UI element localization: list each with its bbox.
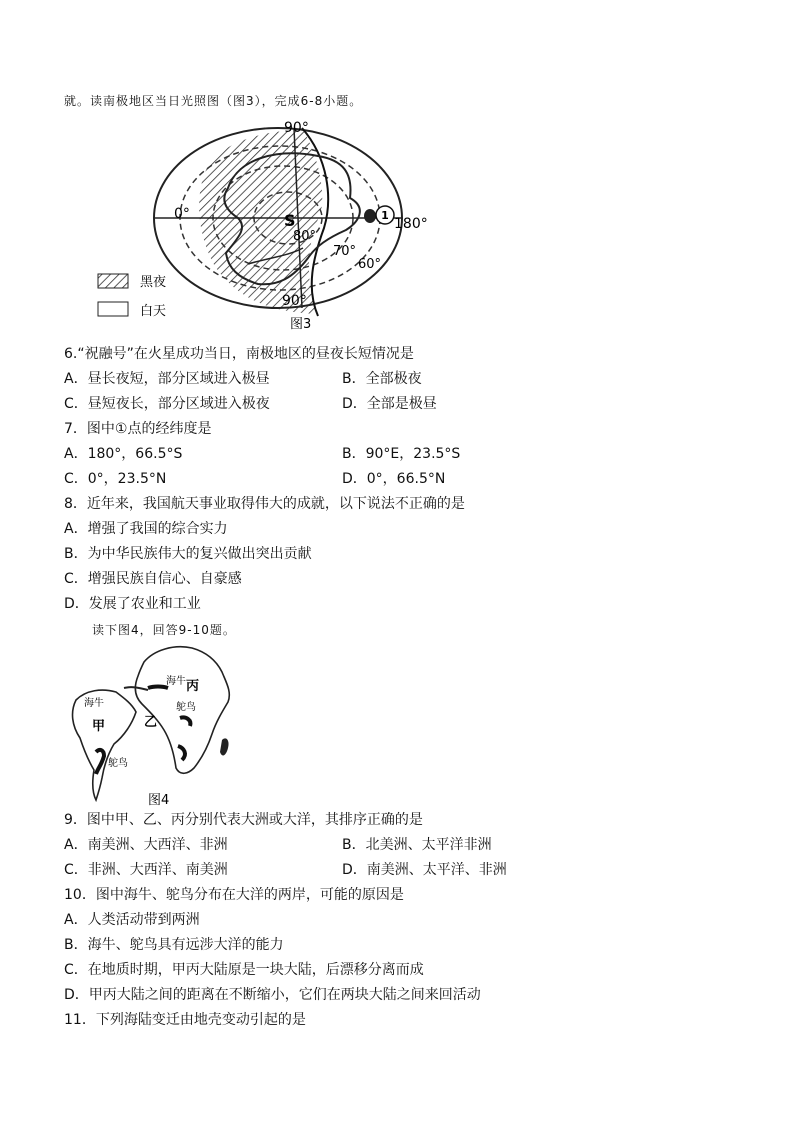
label-90-top: 90° [284, 120, 309, 136]
intro-fig3: 就。读南极地区当日光照图（图3），完成6-8小题。 [64, 94, 363, 108]
q8-option-c: C．增强民族自信心、自豪感 [64, 571, 242, 587]
q11-stem: 11．下列海陆变迁由地壳变动引起的是 [64, 1012, 306, 1028]
q7-option-b: B．90°E，23.5°S [342, 446, 461, 462]
q9-option-a: A．南美洲、大西洋、非洲 [64, 837, 228, 853]
fig4-manatee-left: 海牛 [84, 698, 104, 709]
q6-option-d: D．全部是极昼 [342, 396, 437, 412]
q7-option-d: D．0°，66.5°N [342, 471, 446, 487]
q6-options-row2 [64, 395, 437, 413]
legend-night-label: 黑夜 [140, 275, 167, 290]
intro-fig4: 读下图4，回答9-10题。 [92, 623, 236, 637]
q7-option-a: A．180°，66.5°S [64, 446, 183, 462]
fig4-label-jia: 甲 [92, 719, 106, 734]
q9-option-c: C．非洲、大西洋、南美洲 [64, 862, 228, 878]
legend-day-swatch [98, 302, 128, 316]
label-80: 80° [293, 229, 317, 244]
legend-night-swatch [98, 274, 128, 288]
q6-option-a: A．昼长夜短，部分区域进入极昼 [64, 371, 270, 387]
q8-option-a: A．增强了我国的综合实力 [64, 521, 228, 537]
label-60: 60° [358, 257, 382, 272]
q8-option-d: D．发展了农业和工业 [64, 596, 201, 612]
q9-stem: 9．图中甲、乙、丙分别代表大洲或大洋，其排序正确的是 [64, 812, 423, 828]
q9-options-row2 [64, 861, 507, 879]
q8-stem: 8．近年来，我国航天事业取得伟大的成就，以下说法不正确的是 [64, 496, 465, 512]
q6-stem: 6.“祝融号”在火星成功当日，南极地区的昼夜长短情况是 [64, 346, 414, 362]
fig4-label-yi: 乙 [144, 715, 158, 730]
label-s: S [284, 211, 296, 230]
south-america-shape [73, 690, 136, 800]
q6-option-b: B．全部极夜 [342, 371, 422, 387]
figure-3 [88, 118, 448, 334]
point-1-label: 1 [381, 209, 389, 222]
q10-option-a: A．人类活动带到两洲 [64, 912, 200, 928]
q10-option-d: D．甲丙大陆之间的距离在不断缩小，它们在两块大陆之间来回活动 [64, 987, 481, 1003]
q7-options-row1 [64, 445, 461, 463]
q7-option-c: C．0°，23.5°N [64, 471, 167, 487]
label-90-bottom: 90° [282, 293, 307, 309]
q9-options-row1 [64, 836, 492, 854]
q8-option-b: B．为中华民族伟大的复兴做出突出贡献 [64, 546, 312, 562]
figure-4-caption: 图4 [148, 793, 170, 808]
q7-stem: 7．图中①点的经纬度是 [64, 421, 212, 437]
q10-option-b: B．海牛、鸵鸟具有远涉大洋的能力 [64, 937, 284, 953]
q9-option-b: B．北美洲、太平洋非洲 [342, 837, 492, 853]
fig4-ostrich-right: 鸵鸟 [176, 702, 196, 713]
q6-options-row1 [64, 370, 422, 388]
figure-3-caption: 图3 [290, 317, 312, 332]
fig4-manatee-right: 海牛 [166, 676, 186, 687]
label-0: 0° [174, 206, 190, 222]
label-180: 180° [394, 216, 428, 232]
q9-option-d: D．南美洲、太平洋、非洲 [342, 862, 507, 878]
fig4-label-bing: 丙 [186, 679, 200, 694]
figure-4 [62, 642, 242, 808]
legend-day-label: 白天 [140, 304, 167, 319]
q7-options-row2 [64, 470, 446, 488]
q10-option-c: C．在地质时期，甲丙大陆原是一块大陆，后漂移分离而成 [64, 962, 424, 978]
point-1-marker [364, 209, 376, 223]
q6-option-c: C．昼短夜长，部分区域进入极夜 [64, 396, 270, 412]
fig4-ostrich-left: 鸵鸟 [108, 758, 128, 769]
q10-stem: 10．图中海牛、鸵鸟分布在大洋的两岸，可能的原因是 [64, 887, 404, 903]
label-70: 70° [333, 244, 357, 259]
